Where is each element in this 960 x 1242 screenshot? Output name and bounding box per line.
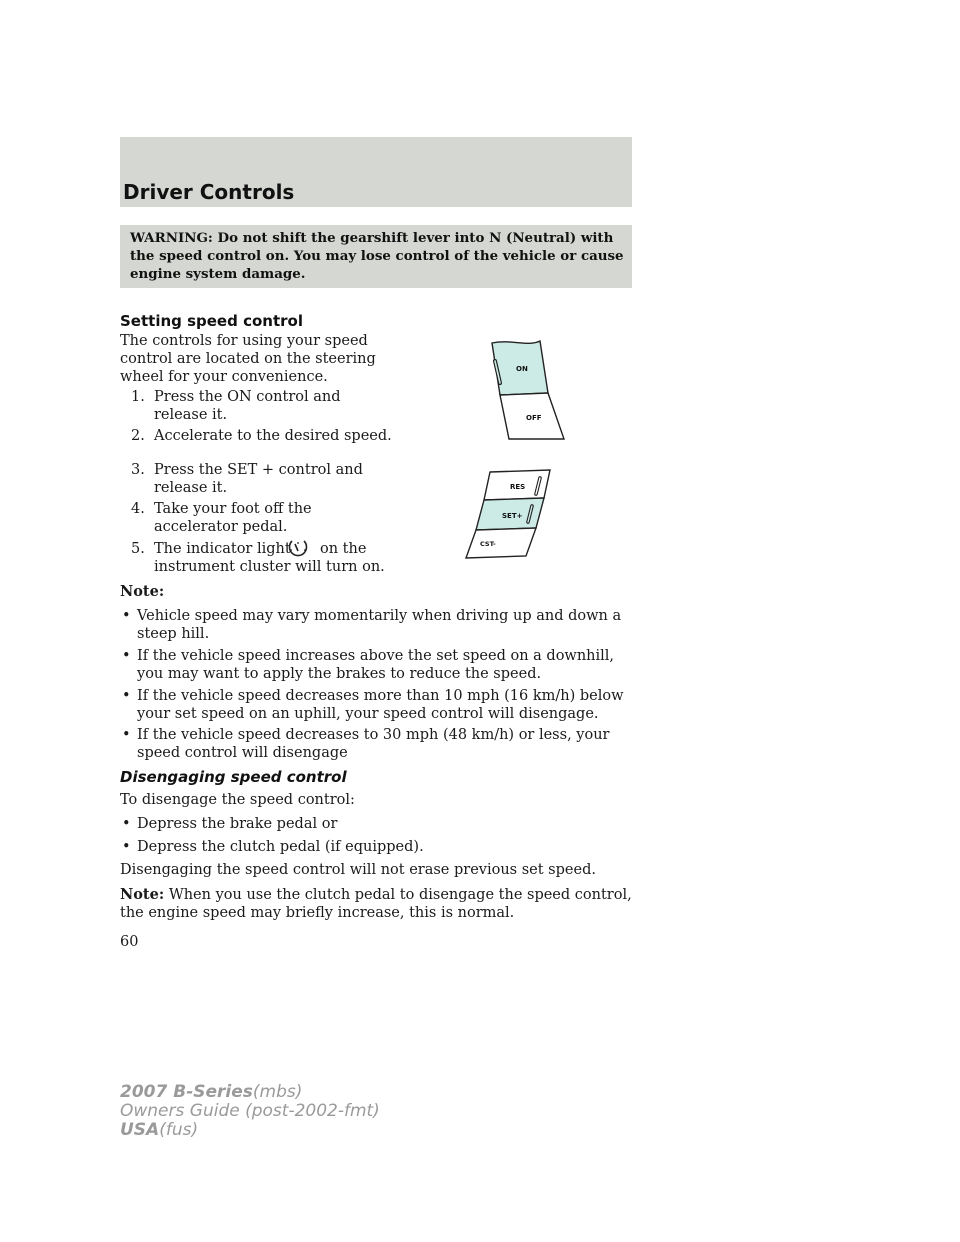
note-item-2: If the vehicle speed increases above the set speed on a downhill, you may want to apply the brakes to reduce the speed. bbox=[137, 648, 615, 682]
res-label: RES bbox=[510, 483, 526, 491]
footer-guide: Owners Guide (post-2002-fmt) bbox=[120, 1101, 380, 1121]
cst-label: CST- bbox=[480, 540, 496, 548]
step-3-text: Press the SET + control and release it. bbox=[154, 462, 363, 496]
note-item-4: If the vehicle speed decreases to 30 mph (48 km/h) or less, your speed control will disengage bbox=[137, 727, 610, 761]
disengage-item-2: Depress the clutch pedal (if equipped). bbox=[137, 839, 424, 855]
disengage-bullet: • bbox=[122, 816, 131, 832]
setting-heading: Setting speed control bbox=[120, 312, 303, 330]
on-label: ON bbox=[516, 365, 528, 373]
document-footer bbox=[120, 1083, 380, 1140]
disengaging-heading: Disengaging speed control bbox=[120, 768, 347, 786]
note-bullet: • bbox=[122, 727, 131, 743]
step-1-text: Press the ON control and release it. bbox=[154, 389, 341, 423]
page-number: 60 bbox=[120, 934, 139, 950]
warning-text: WARNING: Do not shift the gearshift lever into N (Neutral) with the speed control on. You may lose control of the vehicle or cause engine system damage. bbox=[130, 230, 624, 282]
disengage-bullet: • bbox=[122, 839, 131, 855]
speed-control-indicator-icon bbox=[287, 537, 311, 559]
step-2-number: 2. bbox=[131, 428, 145, 444]
section-title: Driver Controls bbox=[123, 180, 295, 204]
disengage-item-1: Depress the brake pedal or bbox=[137, 816, 338, 832]
note-item-3: If the vehicle speed decreases more than 10 mph (16 km/h) below your set speed on an uphill, your speed control will disengage. bbox=[137, 688, 624, 722]
footer-model: 2007 B-Series bbox=[120, 1082, 253, 1102]
step-2-text: Accelerate to the desired speed. bbox=[154, 428, 392, 444]
set-label: SET+ bbox=[502, 512, 523, 520]
step-5-text-after: on the bbox=[320, 541, 367, 557]
step-4-text: Take your foot off the accelerator pedal. bbox=[154, 501, 312, 535]
off-label: OFF bbox=[526, 414, 542, 422]
disengaging-note bbox=[120, 886, 632, 923]
note-bullet: • bbox=[122, 648, 131, 664]
note-bullet: • bbox=[122, 688, 131, 704]
note-bullet: • bbox=[122, 608, 131, 624]
warning-box bbox=[120, 225, 632, 288]
footer-market: USA bbox=[120, 1120, 160, 1140]
footer-model-code: (mbs) bbox=[252, 1082, 303, 1102]
step-5-text-before: The indicator light bbox=[154, 541, 291, 557]
disengaging-note-text: When you use the clutch pedal to disengage the speed control, the engine speed may briefly increase, this is normal. bbox=[120, 887, 632, 921]
step-5-number: 5. bbox=[131, 541, 145, 557]
note-item-1: Vehicle speed may vary momentarily when driving up and down a steep hill. bbox=[137, 608, 622, 642]
step-5-text-line2: instrument cluster will turn on. bbox=[154, 559, 385, 575]
on-off-switch-illustration bbox=[480, 335, 575, 445]
step-4-number: 4. bbox=[131, 501, 145, 517]
setting-intro: The controls for using your speed control are located on the steering wheel for your convenience. bbox=[120, 333, 376, 385]
step-3-number: 3. bbox=[131, 462, 145, 478]
disengaging-after: Disengaging the speed control will not erase previous set speed. bbox=[120, 862, 596, 878]
cst-button-shape bbox=[466, 528, 536, 558]
footer-market-code: (fus) bbox=[159, 1120, 199, 1140]
res-set-cst-switch-illustration bbox=[458, 466, 558, 562]
note-label: Note: bbox=[120, 583, 165, 600]
disengaging-intro: To disengage the speed control: bbox=[120, 792, 355, 808]
step-1-number: 1. bbox=[131, 389, 145, 405]
disengaging-note-label: Note: bbox=[120, 886, 165, 903]
